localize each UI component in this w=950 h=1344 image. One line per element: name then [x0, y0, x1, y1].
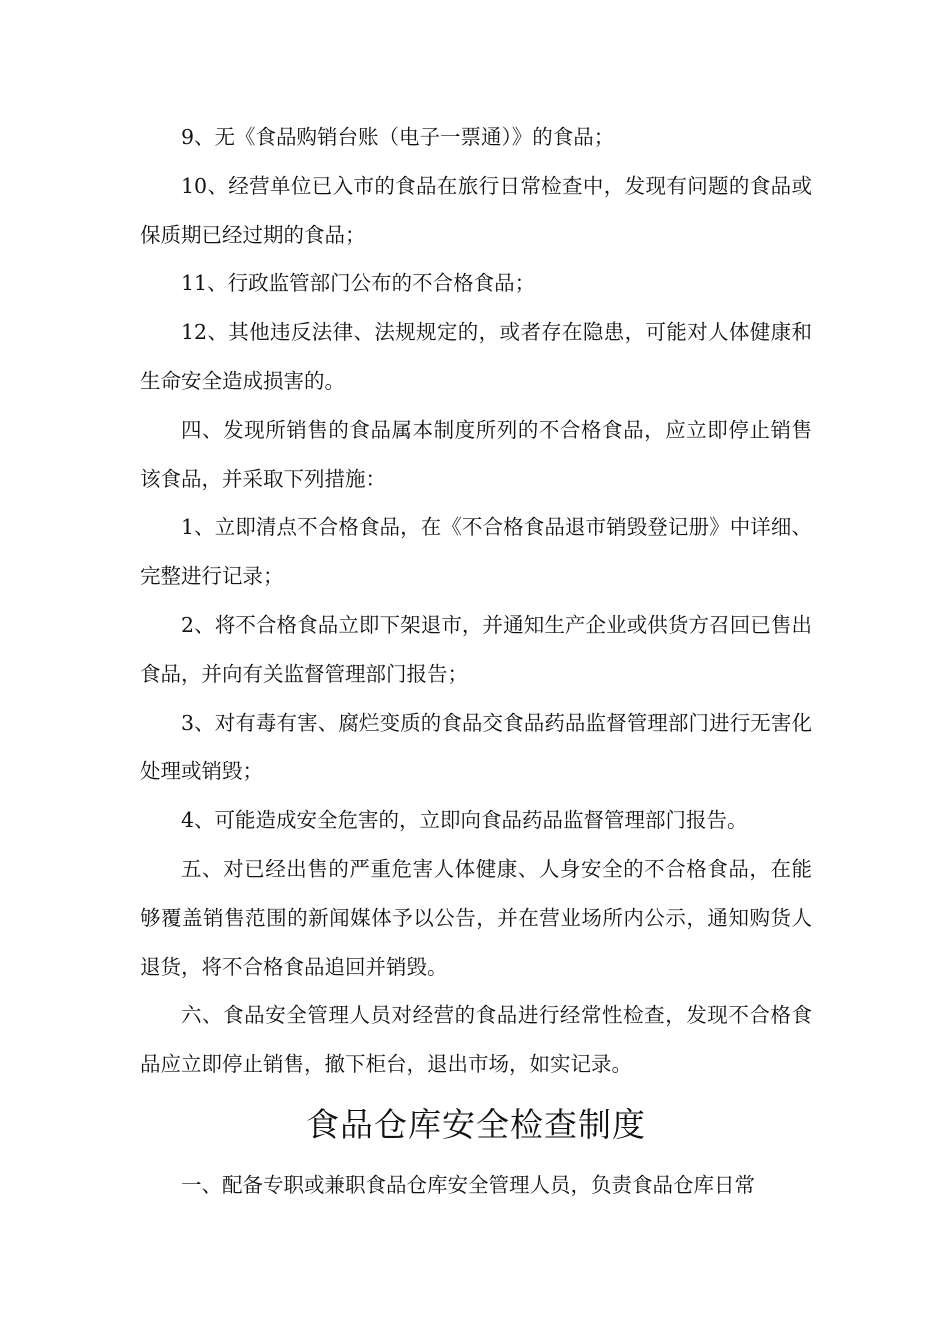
paragraph-section-5: 五、对已经出售的严重危害人体健康、人身安全的不合格食品，在能够覆盖销售范围的新闻媒体予以公告，并在营业场所内公示，通知购货人退货，将不合格食品追回并销毁。 [140, 856, 812, 979]
paragraph-item-12: 12、其他违反法律、法规规定的，或者存在隐患，可能对人体健康和生命安全造成损害的。 [140, 320, 812, 393]
section-title: 食品仓库安全检查制度 [306, 1104, 646, 1144]
paragraph-measure-1: 1、立即清点不合格食品，在《不合格食品退市销毁登记册》中详细、完整进行记录； [140, 515, 812, 589]
paragraph-warehouse-1: 一、配备专职或兼职食品仓库安全管理人员，负责食品仓库日常 [181, 1172, 755, 1197]
paragraph-measure-3: 3、对有毒有害、腐烂变质的食品交食品药品监督管理部门进行无害化处理或销毁； [140, 710, 812, 784]
paragraph-item-10: 10、经营单位已入市的食品在旅行日常检查中，发现有问题的食品或保质期已经过期的食品； [140, 173, 812, 247]
paragraph-measure-2: 2、将不合格食品立即下架退市，并通知生产企业或供货方召回已售出食品，并向有关监督管理部门报告； [140, 612, 812, 686]
paragraph-item-9: 9、无《食品购销台账（电子一票通）》的食品； [181, 125, 615, 149]
document-page [140, 113, 812, 1210]
paragraph-item-11: 11、行政监管部门公布的不合格食品； [181, 271, 536, 296]
paragraph-measure-4: 4、可能造成安全危害的，立即向食品药品监督管理部门报告。 [181, 808, 748, 833]
paragraph-section-6: 六、食品安全管理人员对经营的食品进行经常性检查，发现不合格食品应立即停止销售，撤下柜台，退出市场，如实记录。 [140, 1003, 812, 1077]
paragraph-section-4: 四、发现所销售的食品属本制度所列的不合格食品，应立即停止销售该食品，并采取下列措施： [140, 417, 812, 491]
